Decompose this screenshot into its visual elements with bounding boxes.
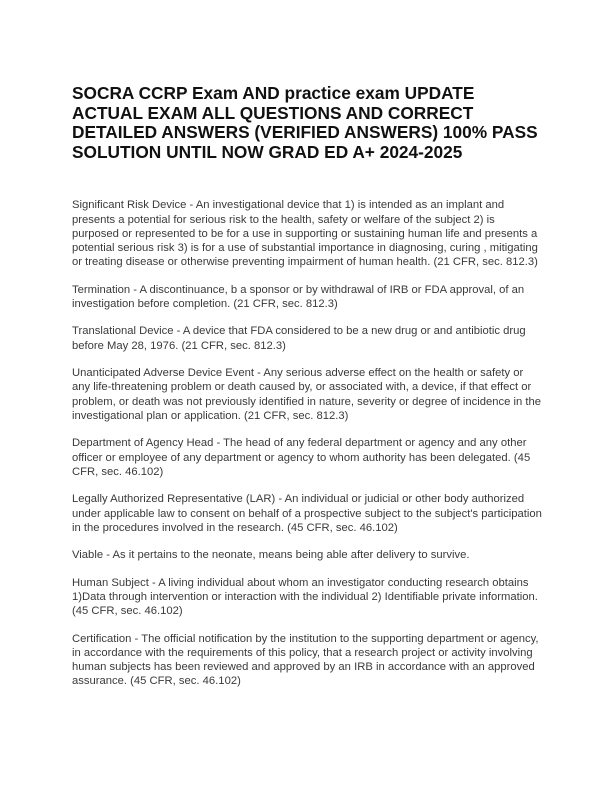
glossary-entry-certification: Certification - The official notification by the institution to the supporting department or agency, in accordance with the requirements of this policy, that a research project or activity involving human subjects has been reviewed and approved by an IRB in accordance with an approved assurance. (45 CFR, sec. 46.102) [72, 632, 539, 688]
glossary-entry-legally-authorized-representative: Legally Authorized Representative (LAR) - An individual or judicial or other body authorized under applicable law to consent on behalf of a prospective subject to the subject's participation in the procedures involved in the research. (45 CFR, sec. 46.102) [72, 493, 542, 534]
glossary-entry-unanticipated-adverse-device-event: Unanticipated Adverse Device Event - Any serious adverse effect on the health or safety or any life-threatening problem or death caused by, or associated with, a device, if that effect or problem, or death was not previously identified in nature, severity or degree of incidence in the investigational plan or application. (21 CFR, sec. 812.3) [72, 367, 542, 422]
document-page [72, 84, 542, 702]
document-title: SOCRA CCRP Exam AND practice exam UPDATE ACTUAL EXAM ALL QUESTIONS AND CORRECT DETAILED ANSWERS (VERIFIED ANSWERS) 100% PASS SOLUTION UNTIL NOW GRAD ED A+ 2024-2025 [72, 83, 538, 162]
glossary-entry-translational-device: Translational Device - A device that FDA considered to be a new drug or and antibiotic drug before May 28, 1976. (21 CFR, sec. 812.3) [72, 325, 526, 352]
glossary-entry-termination: Termination - A discontinuance, b a sponsor or by withdrawal of IRB or FDA approval, of an investigation before completion. (21 CFR, sec. 812.3) [72, 283, 525, 310]
glossary-entry-department-of-agency-head: Department of Agency Head - The head of any federal department or agency and any other officer or employee of any department or agency to whom authority has been delegated. (45 CFR, sec. 46.102) [72, 437, 531, 478]
glossary-entry-viable: Viable - As it pertains to the neonate, means being able after delivery to survive. [72, 549, 470, 562]
glossary-entry-human-subject: Human Subject - A living individual about whom an investigator conducting research obtains 1)Data through intervention or interaction with the individual 2) Identifiable private information. (45 CFR, sec. 46.102) [72, 577, 538, 618]
glossary-list [72, 198, 542, 688]
glossary-entry-significant-risk-device: Significant Risk Device - An investigational device that 1) is intended as an implant and presents a potential for serious risk to the health, safety or welfare of the subject 2) is purposed or represented to be for a use in supporting or sustaining human life and presents a potential serious risk 3) is for a use of substantial importance in diagnosing, curing , mitigating or treating disease or otherwise preventing impairment of human health. (21 CFR, sec. 812.3) [72, 199, 538, 268]
